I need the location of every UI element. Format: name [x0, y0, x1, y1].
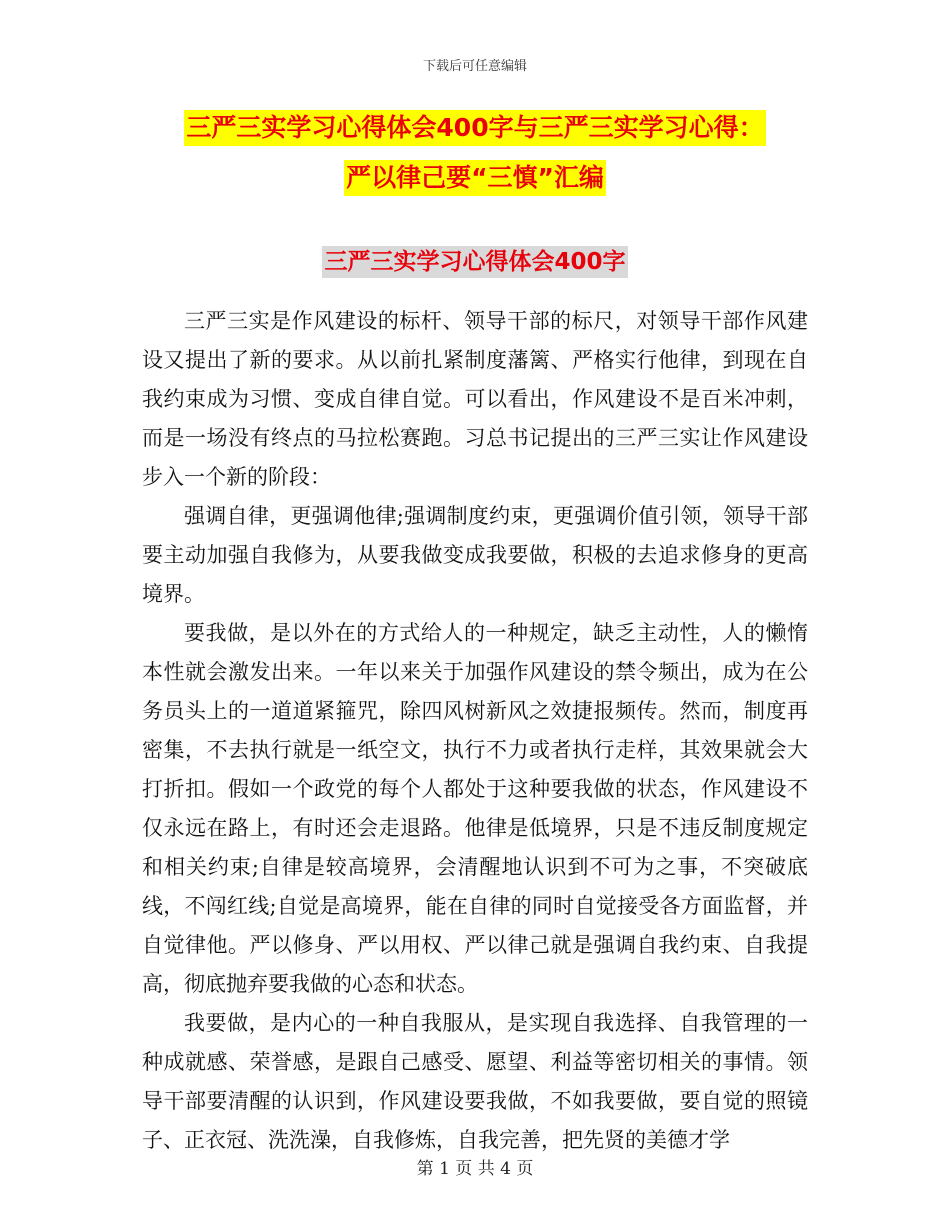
- paragraph: 三严三实是作风建设的标杆、领导干部的标尺，对领导干部作风建设又提出了新的要求。从以前扎紧制度藩篱、严格实行他律，到现在自我约束成为习惯、变成自律自觉。可以看出，作风建设不是百米冲刺，而是一场没有终点的马拉松赛跑。习总书记提出的三严三实让作风建设步入一个新的阶段：: [142, 309, 808, 489]
- document-title: [0, 106, 950, 206]
- paragraph: 要我做，是以外在的方式给人的一种规定，缺乏主动性，人的懒惰本性就会激发出来。一年以来关于加强作风建设的禁令频出，成为在公务员头上的一道道紧箍咒，除四风树新风之效捷报频传。然而，制度再密集，不去执行就是一纸空文，执行不力或者执行走样，其效果就会大打折扣。假如一个政党的每个人都处于这种要我做的状态，作风建设不仅永远在路上，有时还会走退路。他律是低境界，只是不违反制度规定和相关约束;自律是较高境界，会清醒地认识到不可为之事，不突破底线，不闯红线;自觉是高境界，能在自律的同时自觉接受各方面监督，并自觉律他。严以修身、严以用权、严以律己就是强调自我约束、自我提高，彻底抛弃要我做的心态和状态。: [142, 621, 808, 996]
- title-line-1: 三严三实学习心得体会400字与三严三实学习心得：: [184, 110, 765, 146]
- paragraph: 我要做，是内心的一种自我服从，是实现自我选择、自我管理的一种成就感、荣誉感，是跟自己感受、愿望、利益等密切相关的事情。领导干部要清醒的认识到，作风建设要我做，不如我要做，要自觉的照镜子、正衣冠、洗洗澡，自我修炼，自我完善，把先贤的美德才学: [142, 1011, 808, 1152]
- page-footer: 第 1 页 共 4 页: [416, 1159, 534, 1179]
- paragraph: 强调自律，更强调他律;强调制度约束，更强调价值引领，领导干部要主动加强自我修为，从要我做变成我要做，积极的去追求修身的更高境界。: [142, 504, 808, 606]
- header-note: 下载后可任意编辑: [422, 59, 527, 74]
- section-heading-text: 三严三实学习心得体会400字: [322, 246, 627, 278]
- body-text: [142, 302, 808, 1160]
- title-line-2: 严以律己要“三慎”汇编: [344, 160, 606, 196]
- section-heading: [0, 246, 950, 278]
